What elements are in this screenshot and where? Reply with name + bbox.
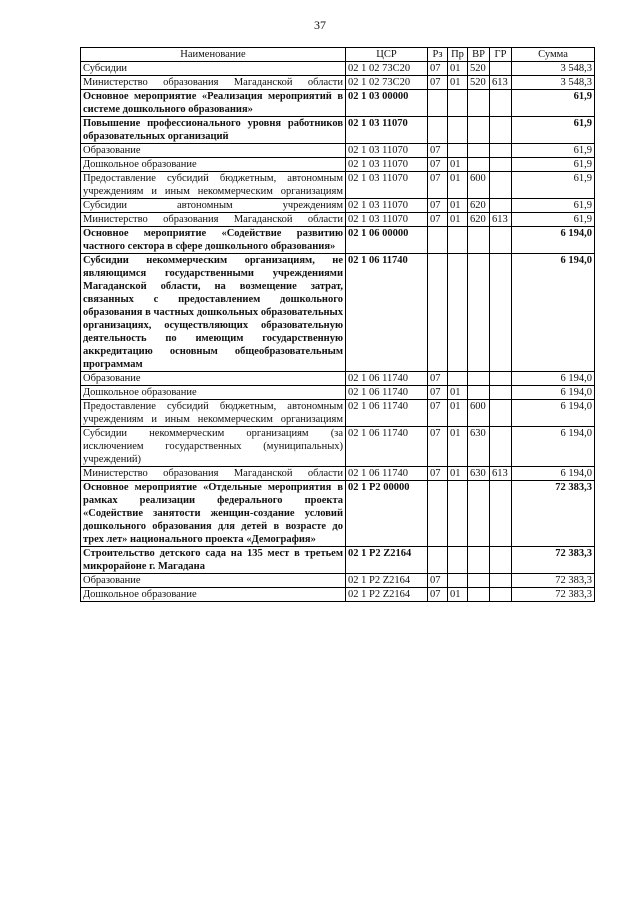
cell-gr [490, 588, 512, 602]
cell-rz: 07 [428, 144, 448, 158]
cell-pr [448, 574, 468, 588]
table-row [81, 199, 595, 213]
cell-pr [448, 117, 468, 144]
cell-pr [448, 481, 468, 547]
table-row [81, 400, 595, 427]
cell-csr: 02 1 P2 Z2164 [346, 547, 428, 574]
table-row [81, 254, 595, 372]
cell-sum: 72 383,3 [512, 547, 595, 574]
cell-gr [490, 117, 512, 144]
table-row [81, 467, 595, 481]
cell-name: Дошкольное образование [81, 158, 346, 172]
table-row [81, 227, 595, 254]
cell-pr [448, 372, 468, 386]
table-row [81, 90, 595, 117]
cell-pr: 01 [448, 467, 468, 481]
cell-name: Субсидии [81, 62, 346, 76]
cell-vr [468, 386, 490, 400]
cell-rz [428, 227, 448, 254]
cell-gr: 613 [490, 467, 512, 481]
cell-csr: 02 1 03 11070 [346, 172, 428, 199]
cell-sum: 61,9 [512, 90, 595, 117]
table-row [81, 588, 595, 602]
cell-rz [428, 481, 448, 547]
cell-pr: 01 [448, 427, 468, 467]
cell-pr: 01 [448, 172, 468, 199]
cell-pr [448, 254, 468, 372]
cell-rz: 07 [428, 427, 448, 467]
cell-pr [448, 227, 468, 254]
table-row [81, 172, 595, 199]
cell-pr: 01 [448, 76, 468, 90]
cell-rz: 07 [428, 158, 448, 172]
cell-name: Министерство образования Магаданской области [81, 76, 346, 90]
cell-name: Образование [81, 372, 346, 386]
cell-sum: 72 383,3 [512, 574, 595, 588]
cell-gr [490, 158, 512, 172]
cell-csr: 02 1 06 11740 [346, 427, 428, 467]
cell-name: Дошкольное образование [81, 386, 346, 400]
cell-vr: 600 [468, 172, 490, 199]
cell-vr: 630 [468, 467, 490, 481]
cell-rz [428, 90, 448, 117]
table-row [81, 547, 595, 574]
header-name: Наименование [81, 48, 346, 62]
cell-name: Министерство образования Магаданской области [81, 213, 346, 227]
cell-name: Основное мероприятие «Содействие развитию частного сектора в сфере дошкольного образования» [81, 227, 346, 254]
cell-sum: 6 194,0 [512, 427, 595, 467]
cell-vr: 520 [468, 62, 490, 76]
cell-gr [490, 481, 512, 547]
cell-gr [490, 547, 512, 574]
cell-vr: 630 [468, 427, 490, 467]
cell-csr: 02 1 06 11740 [346, 254, 428, 372]
table-row [81, 213, 595, 227]
budget-table [80, 47, 595, 602]
cell-gr [490, 400, 512, 427]
cell-vr [468, 574, 490, 588]
cell-vr: 600 [468, 400, 490, 427]
cell-rz: 07 [428, 62, 448, 76]
cell-csr: 02 1 03 11070 [346, 144, 428, 158]
cell-gr [490, 62, 512, 76]
cell-rz [428, 117, 448, 144]
cell-pr [448, 547, 468, 574]
cell-pr: 01 [448, 62, 468, 76]
cell-gr [490, 144, 512, 158]
cell-vr [468, 158, 490, 172]
cell-csr: 02 1 P2 Z2164 [346, 574, 428, 588]
table-row [81, 158, 595, 172]
cell-gr [490, 172, 512, 199]
cell-pr: 01 [448, 213, 468, 227]
cell-csr: 02 1 06 11740 [346, 400, 428, 427]
cell-csr: 02 1 03 11070 [346, 117, 428, 144]
table-row [81, 144, 595, 158]
cell-name: Субсидии автономным учреждениям [81, 199, 346, 213]
header-pr: Пр [448, 48, 468, 62]
cell-gr [490, 372, 512, 386]
cell-csr: 02 1 03 11070 [346, 213, 428, 227]
cell-rz: 07 [428, 199, 448, 213]
cell-sum: 61,9 [512, 199, 595, 213]
cell-sum: 6 194,0 [512, 372, 595, 386]
cell-gr [490, 427, 512, 467]
cell-rz: 07 [428, 574, 448, 588]
cell-rz: 07 [428, 386, 448, 400]
cell-rz: 07 [428, 467, 448, 481]
cell-gr [490, 254, 512, 372]
cell-name: Образование [81, 144, 346, 158]
cell-csr: 02 1 02 73С20 [346, 62, 428, 76]
cell-vr [468, 588, 490, 602]
cell-gr [490, 199, 512, 213]
cell-name: Основное мероприятие «Реализация мероприятий в системе дошкольного образования» [81, 90, 346, 117]
cell-rz: 07 [428, 588, 448, 602]
cell-sum: 61,9 [512, 144, 595, 158]
cell-pr: 01 [448, 158, 468, 172]
cell-vr [468, 372, 490, 386]
cell-gr: 613 [490, 213, 512, 227]
cell-name: Предоставление субсидий бюджетным, автономным учреждениям и иным некоммерческим организациям [81, 400, 346, 427]
cell-gr: 613 [490, 76, 512, 90]
cell-sum: 6 194,0 [512, 400, 595, 427]
header-gr: ГР [490, 48, 512, 62]
cell-sum: 6 194,0 [512, 254, 595, 372]
table-row [81, 117, 595, 144]
cell-pr: 01 [448, 588, 468, 602]
cell-vr [468, 227, 490, 254]
cell-vr [468, 117, 490, 144]
cell-sum: 6 194,0 [512, 386, 595, 400]
cell-name: Предоставление субсидий бюджетным, автономным учреждениям и иным некоммерческим организациям [81, 172, 346, 199]
cell-csr: 02 1 03 00000 [346, 90, 428, 117]
cell-vr [468, 90, 490, 117]
page-number: 37 [314, 18, 326, 32]
cell-csr: 02 1 06 00000 [346, 227, 428, 254]
cell-name: Образование [81, 574, 346, 588]
cell-name: Строительство детского сада на 135 мест в третьем микрорайоне г. Магадана [81, 547, 346, 574]
cell-rz: 07 [428, 213, 448, 227]
cell-vr: 620 [468, 213, 490, 227]
cell-gr [490, 386, 512, 400]
header-rz: Рз [428, 48, 448, 62]
cell-pr: 01 [448, 199, 468, 213]
table-row [81, 372, 595, 386]
table-row [81, 386, 595, 400]
table-body [81, 62, 595, 602]
cell-rz [428, 254, 448, 372]
cell-rz: 07 [428, 372, 448, 386]
cell-rz: 07 [428, 76, 448, 90]
cell-csr: 02 1 03 11070 [346, 199, 428, 213]
cell-csr: 02 1 03 11070 [346, 158, 428, 172]
cell-name: Дошкольное образование [81, 588, 346, 602]
table-row [81, 481, 595, 547]
cell-csr: 02 1 P2 00000 [346, 481, 428, 547]
cell-csr: 02 1 02 73С20 [346, 76, 428, 90]
cell-rz: 07 [428, 172, 448, 199]
cell-pr: 01 [448, 386, 468, 400]
cell-rz: 07 [428, 400, 448, 427]
cell-vr: 620 [468, 199, 490, 213]
cell-name: Повышение профессионального уровня работников образовательных организаций [81, 117, 346, 144]
cell-csr: 02 1 P2 Z2164 [346, 588, 428, 602]
cell-csr: 02 1 06 11740 [346, 467, 428, 481]
cell-sum: 61,9 [512, 213, 595, 227]
cell-sum: 61,9 [512, 172, 595, 199]
cell-vr [468, 254, 490, 372]
cell-vr: 520 [468, 76, 490, 90]
table-row [81, 62, 595, 76]
cell-name: Основное мероприятие «Отдельные мероприятия в рамках реализации федерального проекта «Содействие занятости женщин-создание условий дошкольного образования для детей в возрасте до трех лет» национального проекта «Демография» [81, 481, 346, 547]
cell-sum: 61,9 [512, 158, 595, 172]
cell-vr [468, 547, 490, 574]
cell-vr [468, 144, 490, 158]
cell-sum: 6 194,0 [512, 467, 595, 481]
table-header-row [81, 48, 595, 62]
cell-pr: 01 [448, 400, 468, 427]
cell-rz [428, 547, 448, 574]
table-row [81, 574, 595, 588]
cell-gr [490, 574, 512, 588]
table-row [81, 76, 595, 90]
header-vr: ВР [468, 48, 490, 62]
cell-csr: 02 1 06 11740 [346, 386, 428, 400]
cell-sum: 6 194,0 [512, 227, 595, 254]
cell-sum: 3 548,3 [512, 62, 595, 76]
cell-name: Субсидии некоммерческим организациям (за исключением государственных (муниципальных) учреждений) [81, 427, 346, 467]
cell-gr [490, 227, 512, 254]
cell-name: Министерство образования Магаданской области [81, 467, 346, 481]
cell-sum: 3 548,3 [512, 76, 595, 90]
cell-sum: 72 383,3 [512, 481, 595, 547]
cell-vr [468, 481, 490, 547]
cell-gr [490, 90, 512, 117]
header-sum: Сумма [512, 48, 595, 62]
cell-pr [448, 90, 468, 117]
cell-csr: 02 1 06 11740 [346, 372, 428, 386]
table-row [81, 427, 595, 467]
header-csr: ЦСР [346, 48, 428, 62]
cell-pr [448, 144, 468, 158]
cell-sum: 61,9 [512, 117, 595, 144]
cell-sum: 72 383,3 [512, 588, 595, 602]
cell-name: Субсидии некоммерческим организациям, не являющимся государственными учреждениями Магаданской области, на возмещение затрат, связанных с предоставлением дошкольного образования в частных дошкольных образовательных организациях, осуществляющих образовательную деятельность по имеющим государственную аккредитацию основным общеобразовательным программам [81, 254, 346, 372]
